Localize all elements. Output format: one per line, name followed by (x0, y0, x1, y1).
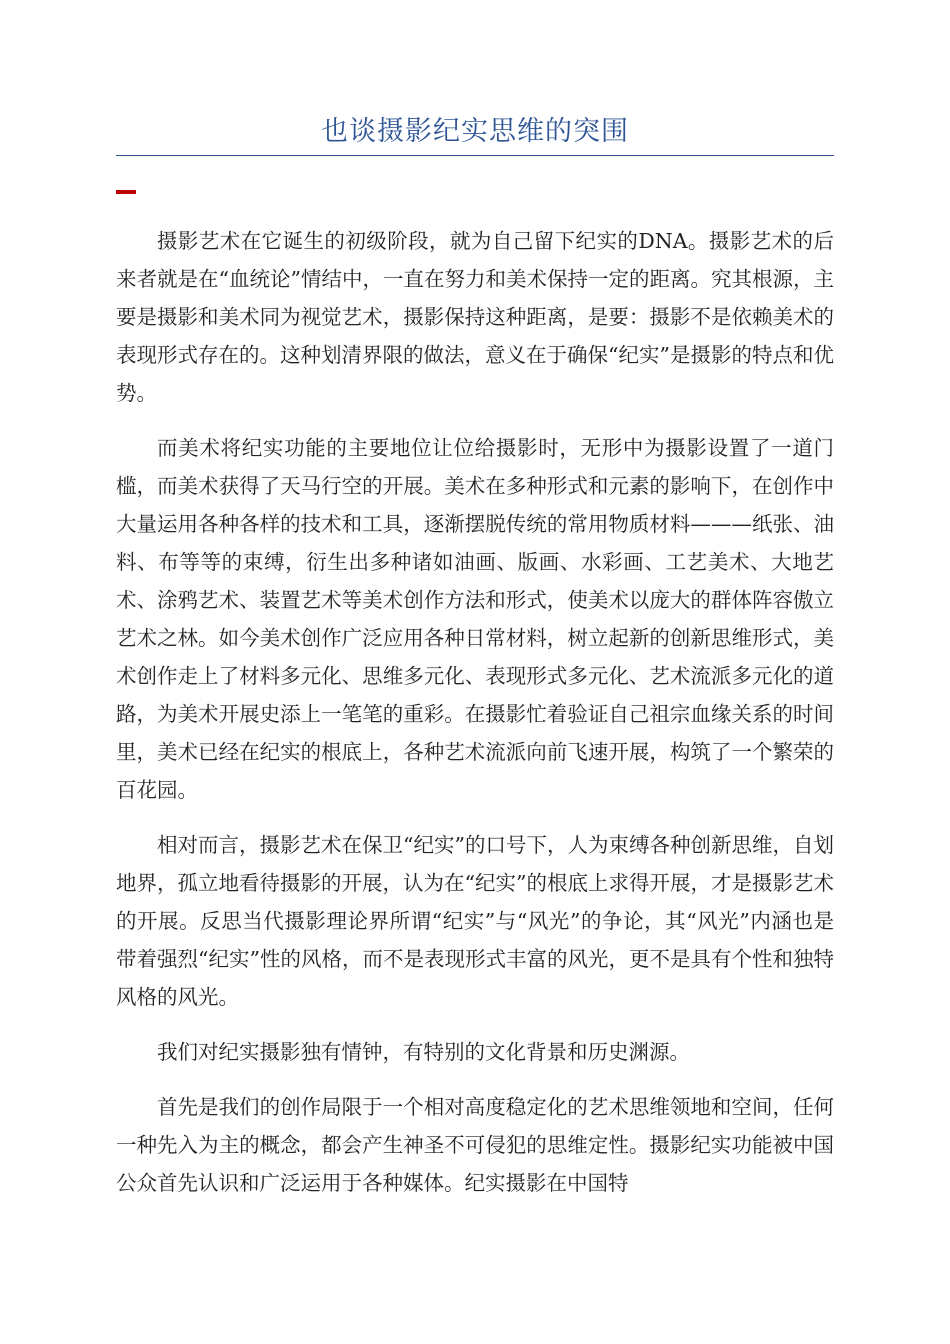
document-title: 也谈摄影纪实思维的突围 (321, 116, 629, 147)
paragraph-1: 摄影艺术在它诞生的初级阶段，就为自己留下纪实的DNA。摄影艺术的后来者就是在“血统论”情结中，一直在努力和美术保持一定的距离。究其根源，主要是摄影和美术同为视觉艺术，摄影保持这种距离，是要：摄影不是依赖美术的表现形式存在的。这种划清界限的做法，意义在于确保“纪实”是摄影的特点和优势。 (116, 229, 834, 405)
paragraph-3: 相对而言，摄影艺术在保卫“纪实”的口号下，人为束缚各种创新思维，自划地界，孤立地看待摄影的开展，认为在“纪实”的根底上求得开展，才是摄影艺术的开展。反思当代摄影理论界所谓“纪实”与“风光”的争论，其“风光”内涵也是带着强烈“纪实”性的风格，而不是表现形式丰富的风光，更不是具有个性和独特风格的风光。 (116, 833, 834, 1009)
title-underline (116, 155, 834, 156)
paragraph-4: 我们对纪实摄影独有情钟，有特别的文化背景和历史渊源。 (157, 1040, 690, 1064)
paragraph-2: 而美术将纪实功能的主要地位让位给摄影时，无形中为摄影设置了一道门槛，而美术获得了天马行空的开展。美术在多种形式和元素的影响下，在创作中大量运用各种各样的技术和工具，逐渐摆脱传统的常用物质材料———纸张、油料、布等等的束缚，衍生出多种诸如油画、版画、水彩画、工艺美术、大地艺术、涂鸦艺术、装置艺术等美术创作方法和形式，使美术以庞大的群体阵容傲立艺术之林。如今美术创作广泛应用各种日常材料，树立起新的创新思维形式，美术创作走上了材料多元化、思维多元化、表现形式多元化、艺术流派多元化的道路，为美术开展史添上一笔笔的重彩。在摄影忙着验证自己祖宗血缘关系的时间里，美术已经在纪实的根底上，各种艺术流派向前飞速开展，构筑了一个繁荣的百花园。 (116, 436, 834, 802)
section-marker (116, 190, 136, 194)
paragraph-5: 首先是我们的创作局限于一个相对高度稳定化的艺术思维领地和空间，任何一种先入为主的概念，都会产生神圣不可侵犯的思维定性。摄影纪实功能被中国公众首先认识和广泛运用于各种媒体。纪实摄影在中国特 (116, 1095, 834, 1195)
article-body (116, 222, 834, 1219)
